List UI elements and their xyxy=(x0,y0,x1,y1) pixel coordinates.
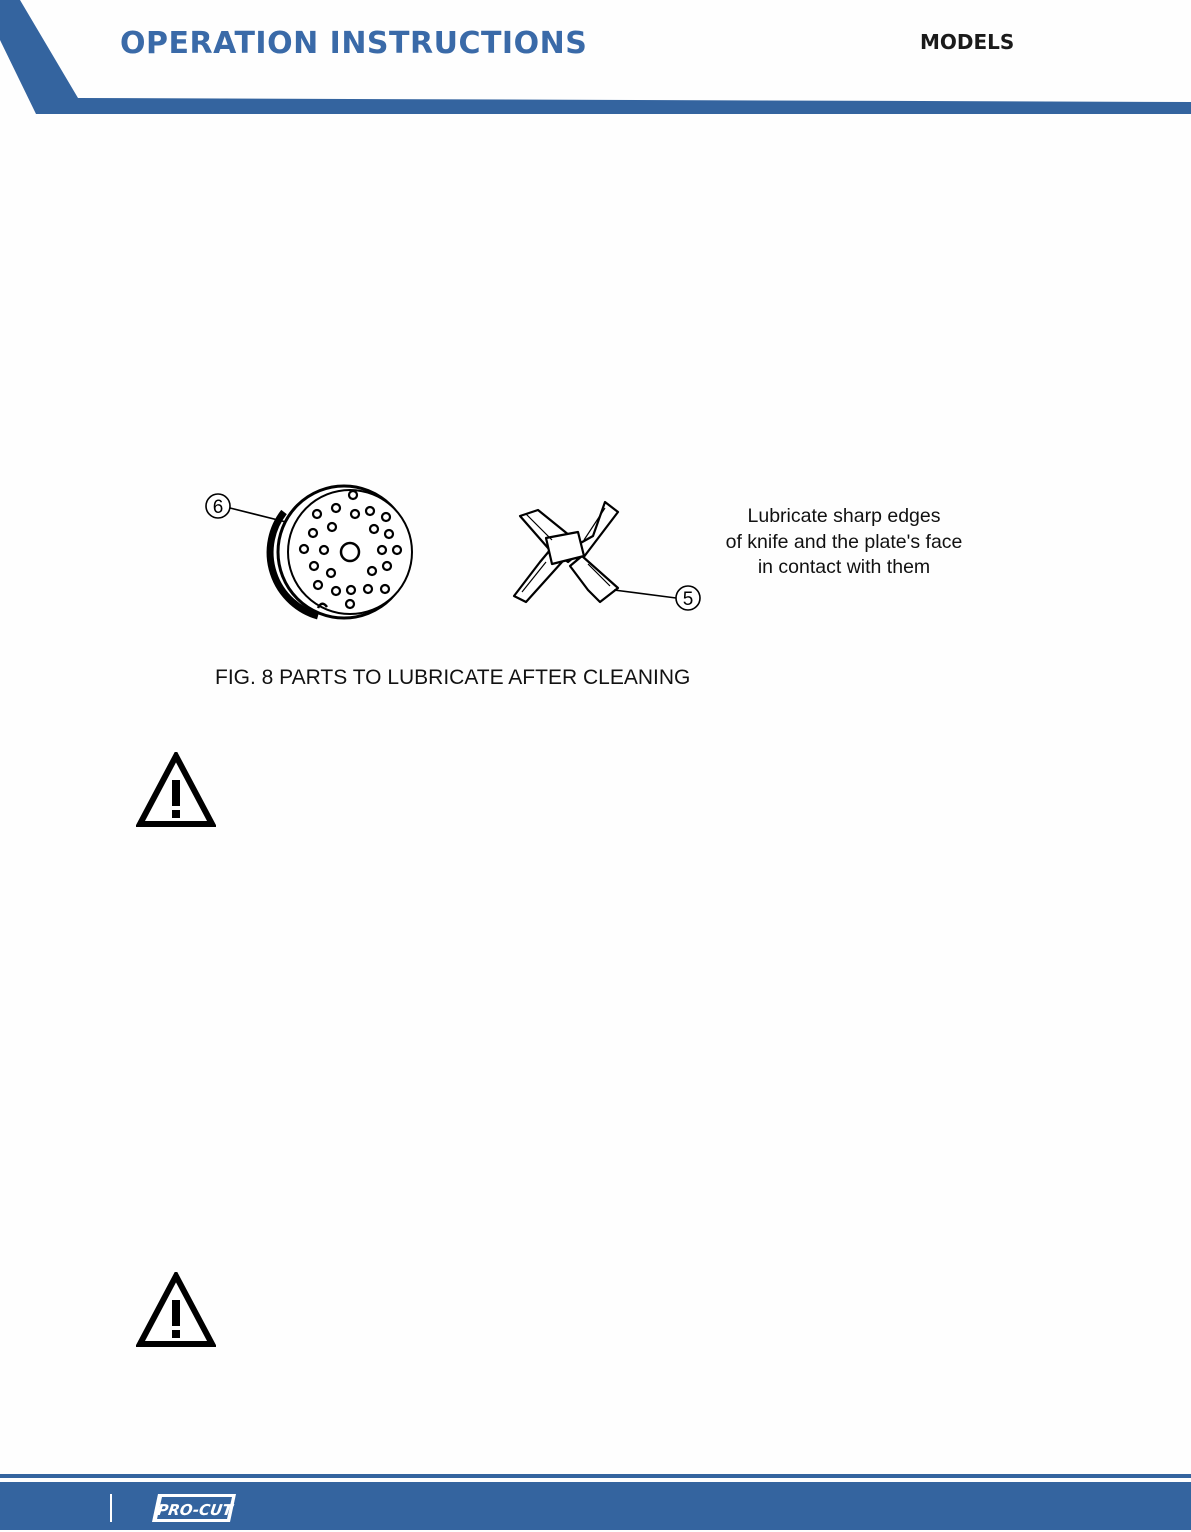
figure-caption: FIG. 8 PARTS TO LUBRICATE AFTER CLEANING xyxy=(215,666,691,689)
footer-band xyxy=(0,1474,1191,1532)
callout-5-label: 5 xyxy=(682,589,694,610)
pro-cut-logo xyxy=(152,1494,236,1522)
brand-logo-text: PRO-CUT xyxy=(156,1501,234,1519)
warning-triangle-icon xyxy=(136,1272,216,1348)
document-title: OPERATION INSTRUCTIONS xyxy=(120,26,588,61)
warning-triangle-icon xyxy=(136,752,216,828)
callout-6 xyxy=(206,494,286,522)
figure-8 xyxy=(200,478,970,698)
lubrication-note-line: Lubricate sharp edges xyxy=(747,505,941,527)
lubrication-note xyxy=(710,504,978,581)
lubrication-note-line: of knife and the plate's face xyxy=(725,530,963,553)
callout-6-label: 6 xyxy=(212,497,224,518)
grinder-plate-illustration xyxy=(270,486,412,618)
grinder-knife-illustration xyxy=(514,502,618,602)
models-label: MODELS xyxy=(920,30,1015,54)
lubrication-note-line: in contact with them xyxy=(757,556,931,578)
callout-5 xyxy=(614,586,700,610)
